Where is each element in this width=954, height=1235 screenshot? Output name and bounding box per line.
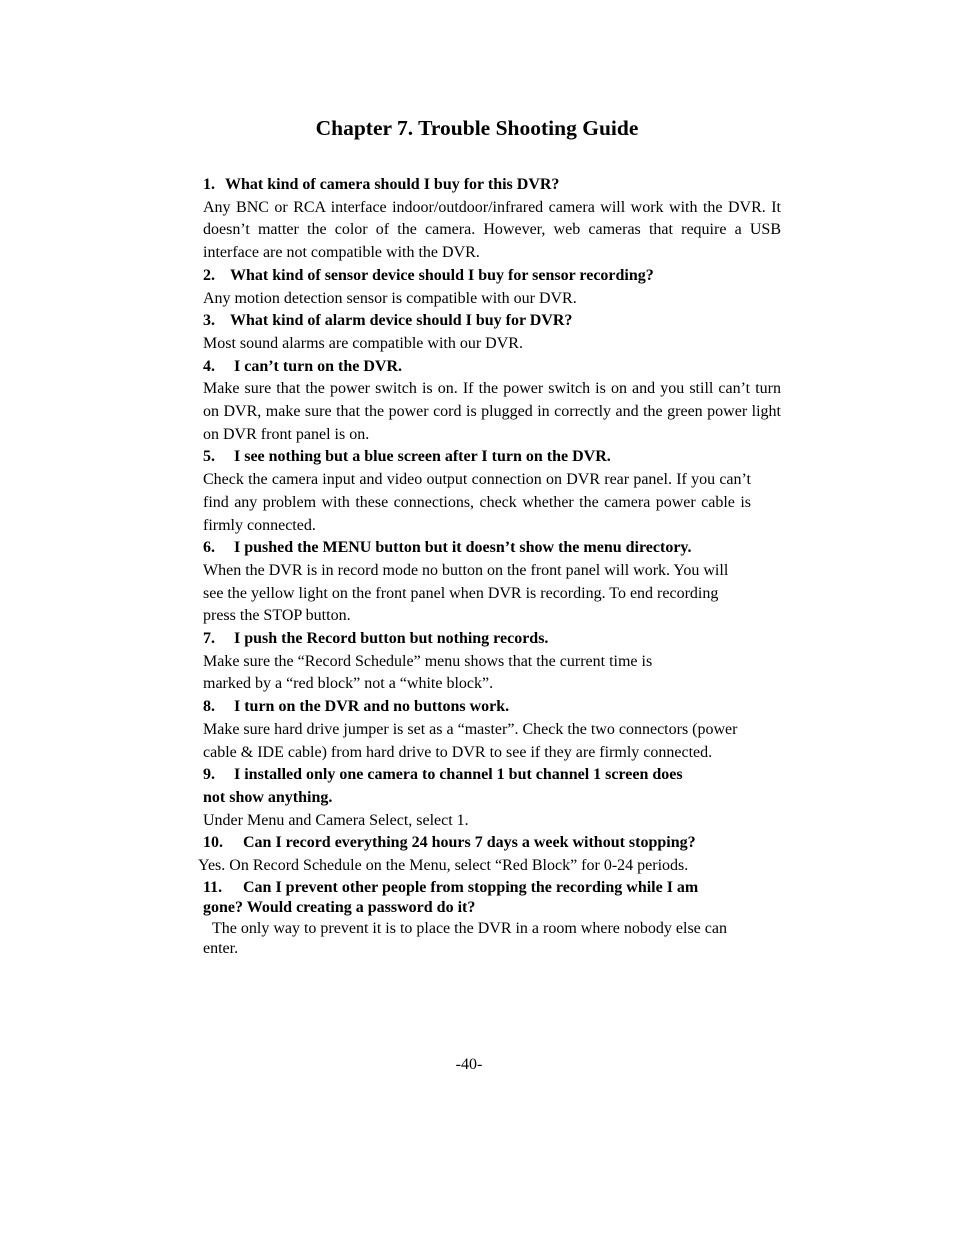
faq-number: 8.: [203, 698, 215, 716]
faq-question-4: [203, 356, 781, 379]
faq-question-text: not show anything.: [203, 788, 333, 806]
faq-list: [198, 174, 781, 960]
page-number: -40-: [455, 1056, 483, 1073]
faq-number: 5.: [203, 448, 215, 466]
faq-question-text: I push the Record button but nothing records.: [234, 630, 549, 648]
faq-question-text: I pushed the MENU button but it doesn’t show the menu directory.: [234, 539, 692, 557]
faq-answer-1: Any BNC or RCA interface indoor/outdoor/infrared camera will work with the DVR. It doesn’t matter the color of the camera. However, web cameras that require a USB interface are not compatible with the DVR.: [203, 198, 781, 262]
faq-question-text: What kind of camera should I buy for this DVR?: [225, 176, 560, 193]
faq-question-text: Can I prevent other people from stopping the recording while I am: [243, 878, 699, 896]
faq-question-text: gone? Would creating a password do it?: [203, 899, 476, 917]
faq-question-text: Can I record everything 24 hours 7 days a week without stopping?: [243, 834, 696, 852]
faq-question-1: [203, 174, 781, 197]
faq-number: 3.: [203, 312, 215, 330]
faq-answer-11: The only way to prevent it is to place the DVR in a room where nobody else can enter.: [203, 919, 727, 958]
faq-answer-5: Check the camera input and video output connection on DVR rear panel. If you can’t find any problem with these connections, check whether the camera power cable is firmly connected.: [203, 471, 751, 534]
page-title: [0, 114, 954, 142]
faq-answer-7: [203, 651, 781, 696]
faq-question-6: [203, 537, 781, 560]
faq-question-10: [203, 832, 781, 855]
faq-question-text: I turn on the DVR and no buttons work.: [234, 698, 510, 716]
faq-answer-2: Any motion detection sensor is compatible with our DVR.: [203, 289, 577, 307]
faq-question-text: What kind of alarm device should I buy for DVR?: [230, 312, 573, 330]
page-title-text: Chapter 7. Trouble Shooting Guide: [315, 116, 639, 140]
faq-question-8: [203, 696, 781, 719]
faq-question-3: [203, 310, 781, 333]
faq-number: 4.: [203, 357, 215, 375]
faq-answer-3: Most sound alarms are compatible with our DVR.: [203, 334, 523, 352]
faq-question-5: [203, 446, 781, 469]
faq-answer-9: Under Menu and Camera Select, select 1.: [203, 811, 469, 829]
faq-number: 11.: [203, 878, 223, 896]
faq-answer-8: Make sure hard drive jumper is set as a “master”. Check the two connectors (power cable & IDE cable) from hard drive to DVR to see if they are firmly connected.: [203, 720, 738, 761]
faq-question-9: [203, 764, 781, 787]
faq-number: 6.: [203, 539, 215, 557]
faq-number: 7.: [203, 630, 215, 648]
faq-answer-4: Make sure that the power switch is on. If the power switch is on and you still can’t turn on DVR, make sure that the power cord is plugged in correctly and the green power light on DVR front panel is on.: [203, 380, 781, 443]
faq-number: 10.: [203, 834, 223, 852]
faq-question-2: [203, 265, 781, 288]
faq-question-7: [203, 628, 781, 651]
faq-question-9-continued: [203, 787, 781, 810]
faq-answer-6: When the DVR is in record mode no button on the front panel will work. You will see the yellow light on the front panel when DVR is recording. To end recording press the STOP button.: [203, 561, 729, 625]
faq-question-text: I see nothing but a blue screen after I turn on the DVR.: [234, 448, 611, 466]
faq-number: 2.: [203, 266, 215, 284]
faq-number: 1.: [203, 176, 215, 193]
faq-number: 9.: [203, 766, 215, 784]
faq-question-11: [203, 878, 781, 899]
faq-answer-line: marked by a “red block” not a “white block”.: [203, 675, 494, 693]
faq-question-text: I installed only one camera to channel 1 but channel 1 screen does: [234, 766, 683, 784]
faq-question-text: What kind of sensor device should I buy for sensor recording?: [230, 266, 654, 284]
faq-question-11-continued: [203, 898, 781, 919]
faq-answer-line: Make sure the “Record Schedule” menu shows that the current time is: [203, 652, 653, 670]
faq-question-text: I can’t turn on the DVR.: [234, 357, 402, 375]
faq-answer-10: Yes. On Record Schedule on the Menu, select “Red Block” for 0-24 periods.: [198, 857, 689, 875]
